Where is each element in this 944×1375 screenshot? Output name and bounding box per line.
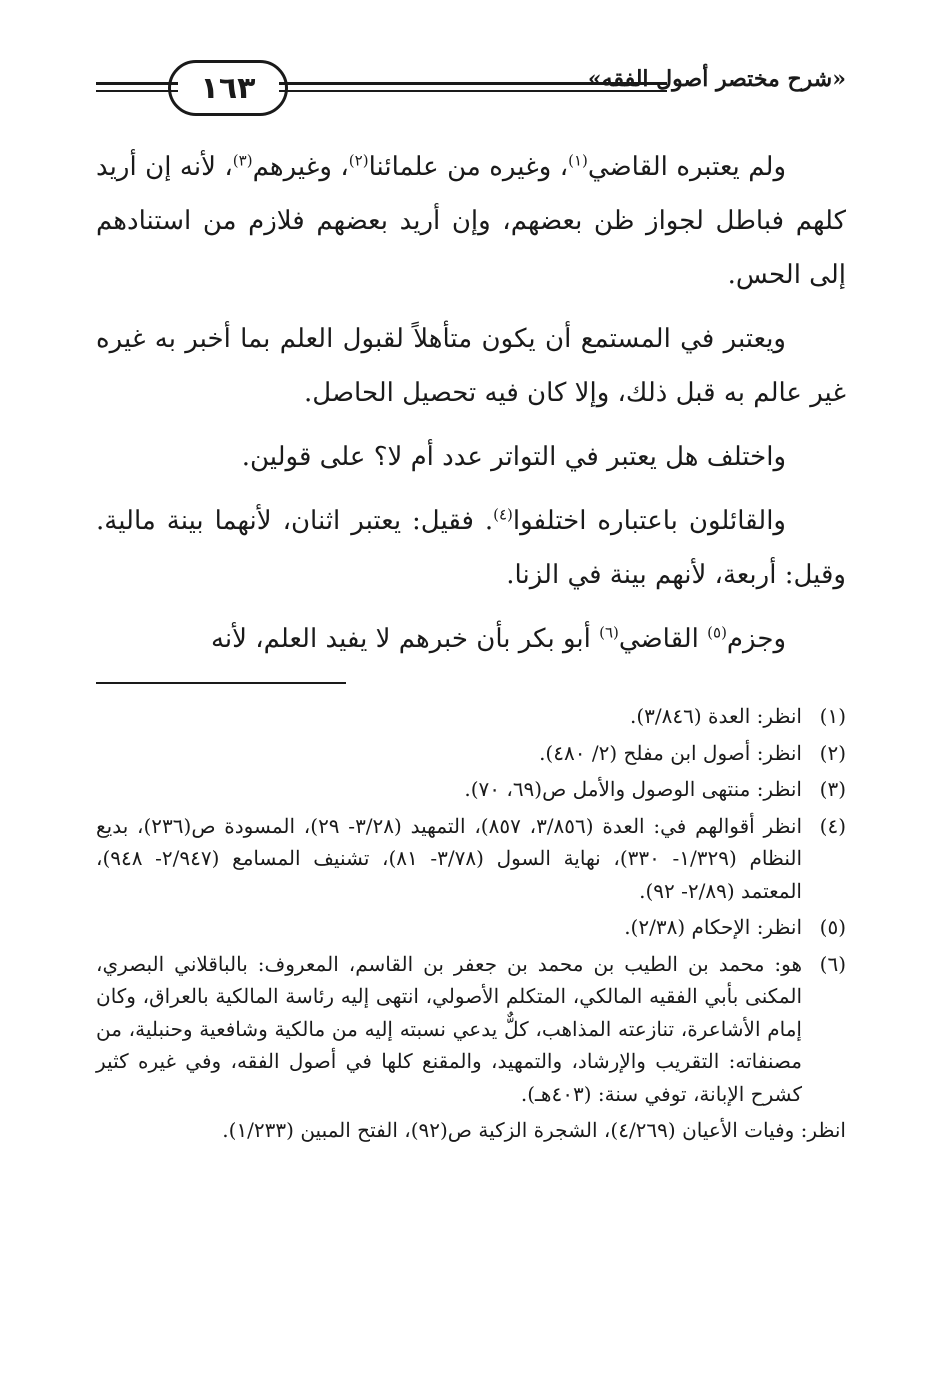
paragraph: وجزم$^{(٥)}$ القاضي$^{(٦)}$ أبو بكر بأن خبرهم لا يفيد العلم، لأنه <box>210 623 786 654</box>
footnote-continuation: انظر: وفيات الأعيان (٤/٢٦٩)، الشجرة الزكية ص(٩٢)، الفتح المبين (١/٢٣٣). <box>222 1118 846 1142</box>
footnote-number: (٥) <box>819 915 846 939</box>
footnote <box>96 700 846 733</box>
footnotes <box>96 700 846 1147</box>
footnote-separator <box>96 682 346 684</box>
footnote-text: هو: محمد بن الطيب بن محمد بن جعفر بن القاسم، المعروف: بالباقلاني البصري، المكنى بأبي الفقيه المالكي، المتكلم الأصولي، انتهى إليه رئاسة المالكية بالعراق، وكان إمام الأشاعرة، تنازعته المذاهب، كلٌّ يدعي نسبته إليه من مالكية وشافعية وحنبلية، من مصنفاته: التقريب والإرشاد، والتمهيد، والمقنع كلها في أصول الفقه، وفي غيره كثير كشرح الإبانة، توفي سنة: (٤٠٣هـ). <box>96 951 803 1106</box>
footnote <box>96 911 846 944</box>
header-rule <box>96 82 178 85</box>
paragraph: واختلف هل يعتبر في التواتر عدد أم لا؟ على قولين. <box>241 442 786 472</box>
footnote-number: (٤) <box>819 813 846 838</box>
page-header <box>96 52 846 124</box>
footnote <box>96 773 846 806</box>
footnote-text: انظر أقوالهم في: العدة (٣/٨٥٦، ٨٥٧)، التمهيد (٣/٢٨- ٢٩)، المسودة ص(٢٣٦)، بديع النظام (١/٣٢٩- ٣٣٠)، نهاية السول (٣/٧٨- ٨١)، تشنيف المسامع (٢/٩٤٧- ٩٤٨)، المعتمد (٢/٨٩- ٩٢). <box>96 813 803 903</box>
footnote-text: انظر: منتهى الوصول والأمل ص(٦٩، ٧٠). <box>464 777 802 801</box>
footnote <box>96 948 846 1111</box>
footnote <box>96 737 846 770</box>
footnote-ref[interactable]: (٣) <box>232 151 253 170</box>
footnote-ref[interactable]: (٤) <box>493 505 513 524</box>
main-text <box>96 140 846 676</box>
footnote-ref[interactable]: (٢) <box>348 151 369 170</box>
footnote-text: انظر: الإحكام (٢/٣٨). <box>624 915 802 939</box>
footnote-number: (١) <box>819 704 846 728</box>
book-title: «شرح مختصر أصول الفقه» <box>587 66 846 92</box>
paragraph: والقائلون باعتباره اختلفوا$^{(٤)}$. فقيل: يعتبر اثنان، لأنهما بينة مالية. وقيل: أربعة، لأنهم بينة في الزنا. <box>96 505 846 590</box>
footnote-number: (٦) <box>819 951 846 976</box>
footnote-ref[interactable]: (١) <box>568 151 588 170</box>
paragraph: ويعتبر في المستمع أن يكون متأهلاً لقبول العلم بما أخبر به غيره غير عالم به قبل ذلك، وإلا كان فيه تحصيل الحاصل. <box>96 324 846 408</box>
footnote-text: انظر: أصول ابن مفلح (٢/ ٤٨٠). <box>539 740 802 765</box>
footnote <box>96 810 846 908</box>
footnote-text: انظر: العدة (٣/٨٤٦). <box>630 704 802 728</box>
paragraph: ولم يعتبره القاضي$^{(١)}$، وغيره من علمائنا$^{(٢)}$، وغيرهم$^{(٣)}$، لأنه إن أريد كلهم فباطل لجواز ظن بعضهم، وإن أريد بعضهم فلازم من استنادهم إلى الحس. <box>96 151 846 290</box>
footnote-ref[interactable]: (٥) <box>707 623 727 642</box>
page-number: ١٦٣ <box>168 60 288 116</box>
footnote-number: (٢) <box>819 740 846 765</box>
footnote-ref[interactable]: (٦) <box>599 623 619 642</box>
footnote-number: (٣) <box>819 777 846 801</box>
header-rule <box>96 90 178 92</box>
